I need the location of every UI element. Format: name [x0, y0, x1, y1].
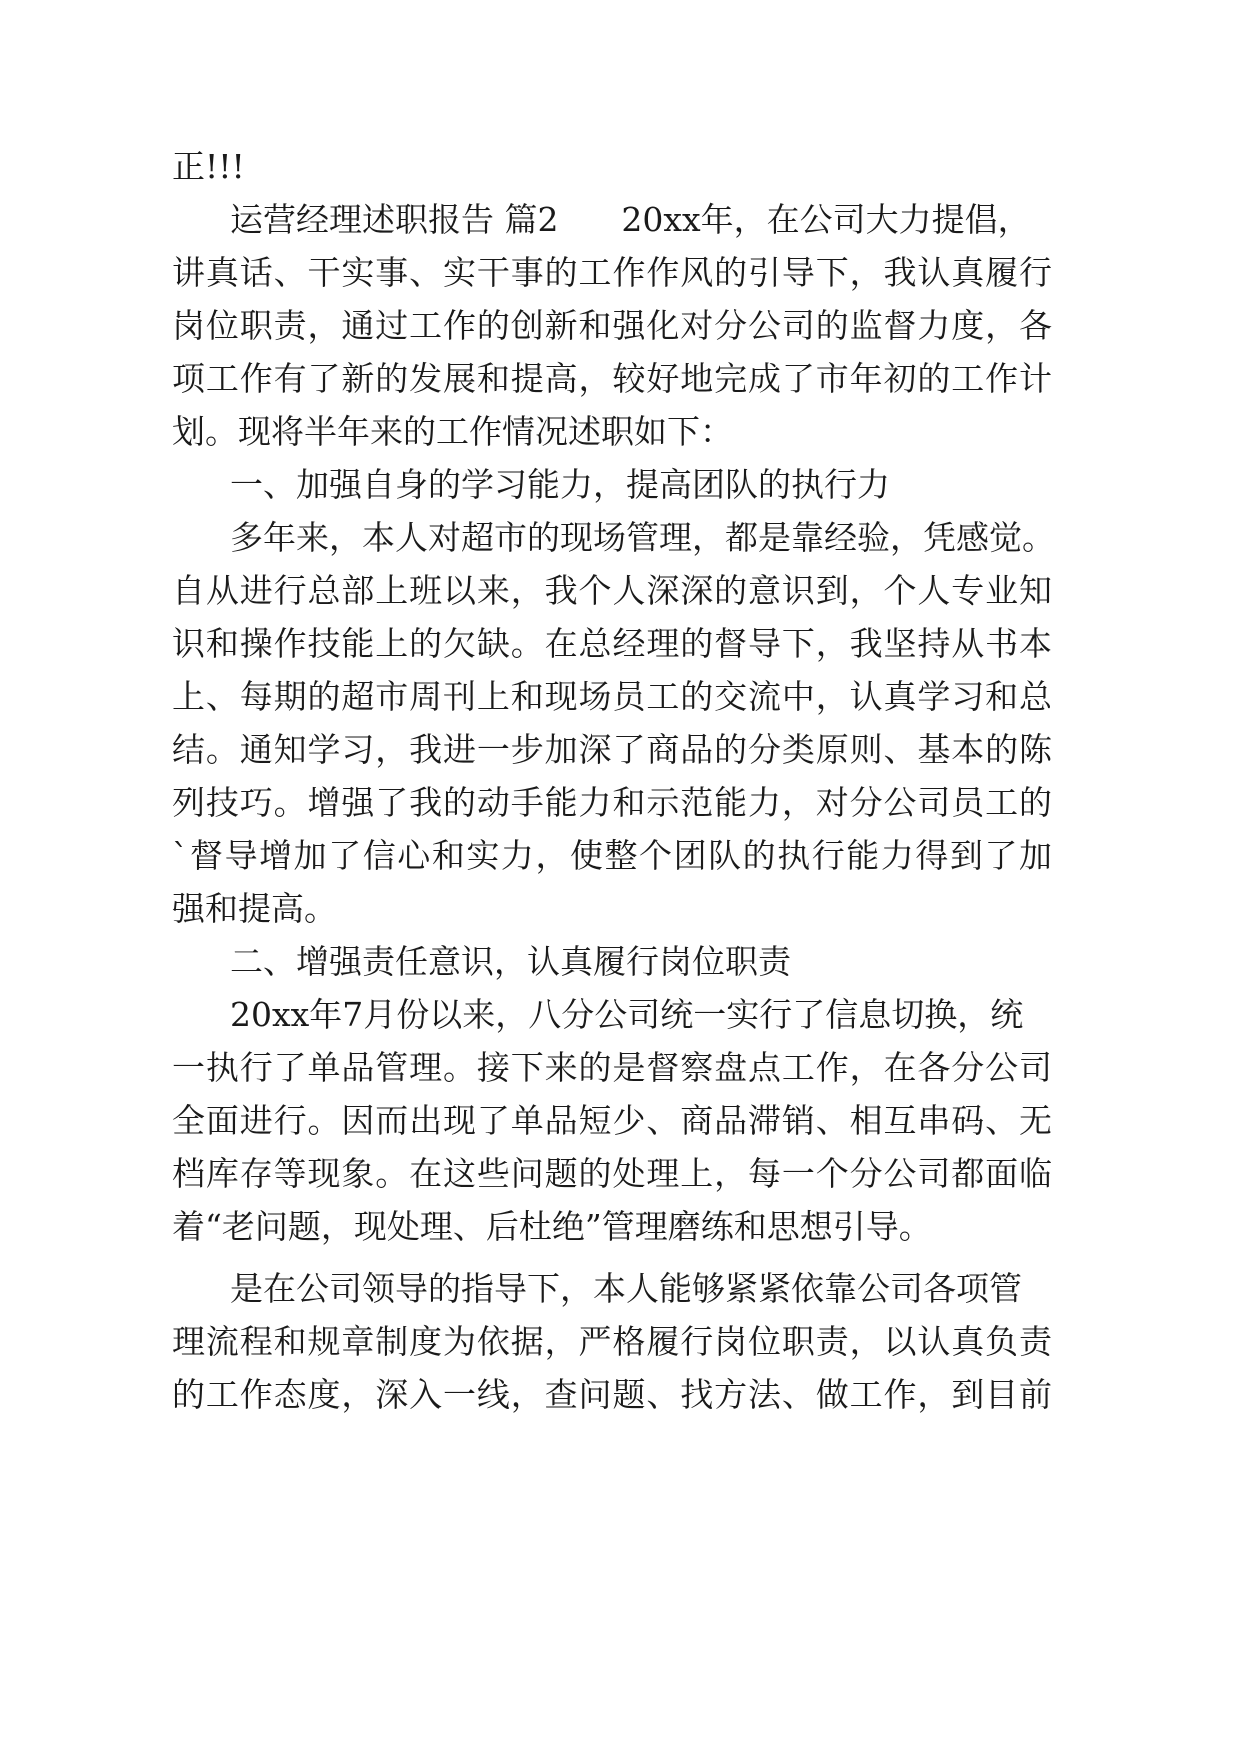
text-line: 上、每期的超市周刊上和现场员工的交流中，认真学习和总 [172, 677, 1052, 716]
text-line: 列技巧。增强了我的动手能力和示范能力，对分公司员工的 [172, 783, 1052, 822]
text-line: 项工作有了新的发展和提高，较好地完成了市年初的工作计 [172, 359, 1052, 398]
text-line: 强和提高。 [172, 889, 337, 928]
section-heading: 二、增强责任意识，认真履行岗位职责 [230, 942, 791, 981]
text-line: 结。通知学习，我进一步加深了商品的分类原则、基本的陈 [172, 730, 1052, 769]
text-line: 20xx年7月份以来，八分公司统一实行了信息切换，统 [230, 995, 1024, 1034]
text-line: 划。现将半年来的工作情况述职如下： [172, 412, 733, 451]
text-line: 正!!! [172, 147, 245, 186]
text-line: 的工作态度，深入一线，查问题、找方法、做工作，到目前 [172, 1375, 1052, 1414]
text-line: 运营经理述职报告 篇2 20xx年，在公司大力提倡， [230, 200, 1031, 239]
text-line: 档库存等现象。在这些问题的处理上，每一个分公司都面临 [172, 1154, 1052, 1193]
text-line: 多年来，本人对超市的现场管理，都是靠经验，凭感觉。 [230, 518, 1055, 557]
section-heading: 一、加强自身的学习能力，提高团队的执行力 [230, 465, 890, 504]
text-line: 全面进行。因而出现了单品短少、商品滞销、相互串码、无 [172, 1101, 1052, 1140]
text-line: 自从进行总部上班以来，我个人深深的意识到，个人专业知 [172, 571, 1052, 610]
text-line: 讲真话、干实事、实干事的工作作风的引导下，我认真履行 [172, 253, 1052, 292]
text-line: 着“老问题，现处理、后杜绝”管理磨练和思想引导。 [172, 1207, 932, 1246]
text-line: 理流程和规章制度为依据，严格履行岗位职责，以认真负责 [172, 1322, 1052, 1361]
text-line: 一执行了单品管理。接下来的是督察盘点工作，在各分公司 [172, 1048, 1052, 1087]
text-line: `督导增加了信心和实力，使整个团队的执行能力得到了加 [172, 836, 1052, 875]
text-line: 识和操作技能上的欠缺。在总经理的督导下，我坚持从书本 [172, 624, 1052, 663]
text-line: 是在公司领导的指导下，本人能够紧紧依靠公司各项管 [230, 1269, 1022, 1308]
text-line: 岗位职责，通过工作的创新和强化对分公司的监督力度，各 [172, 306, 1052, 345]
